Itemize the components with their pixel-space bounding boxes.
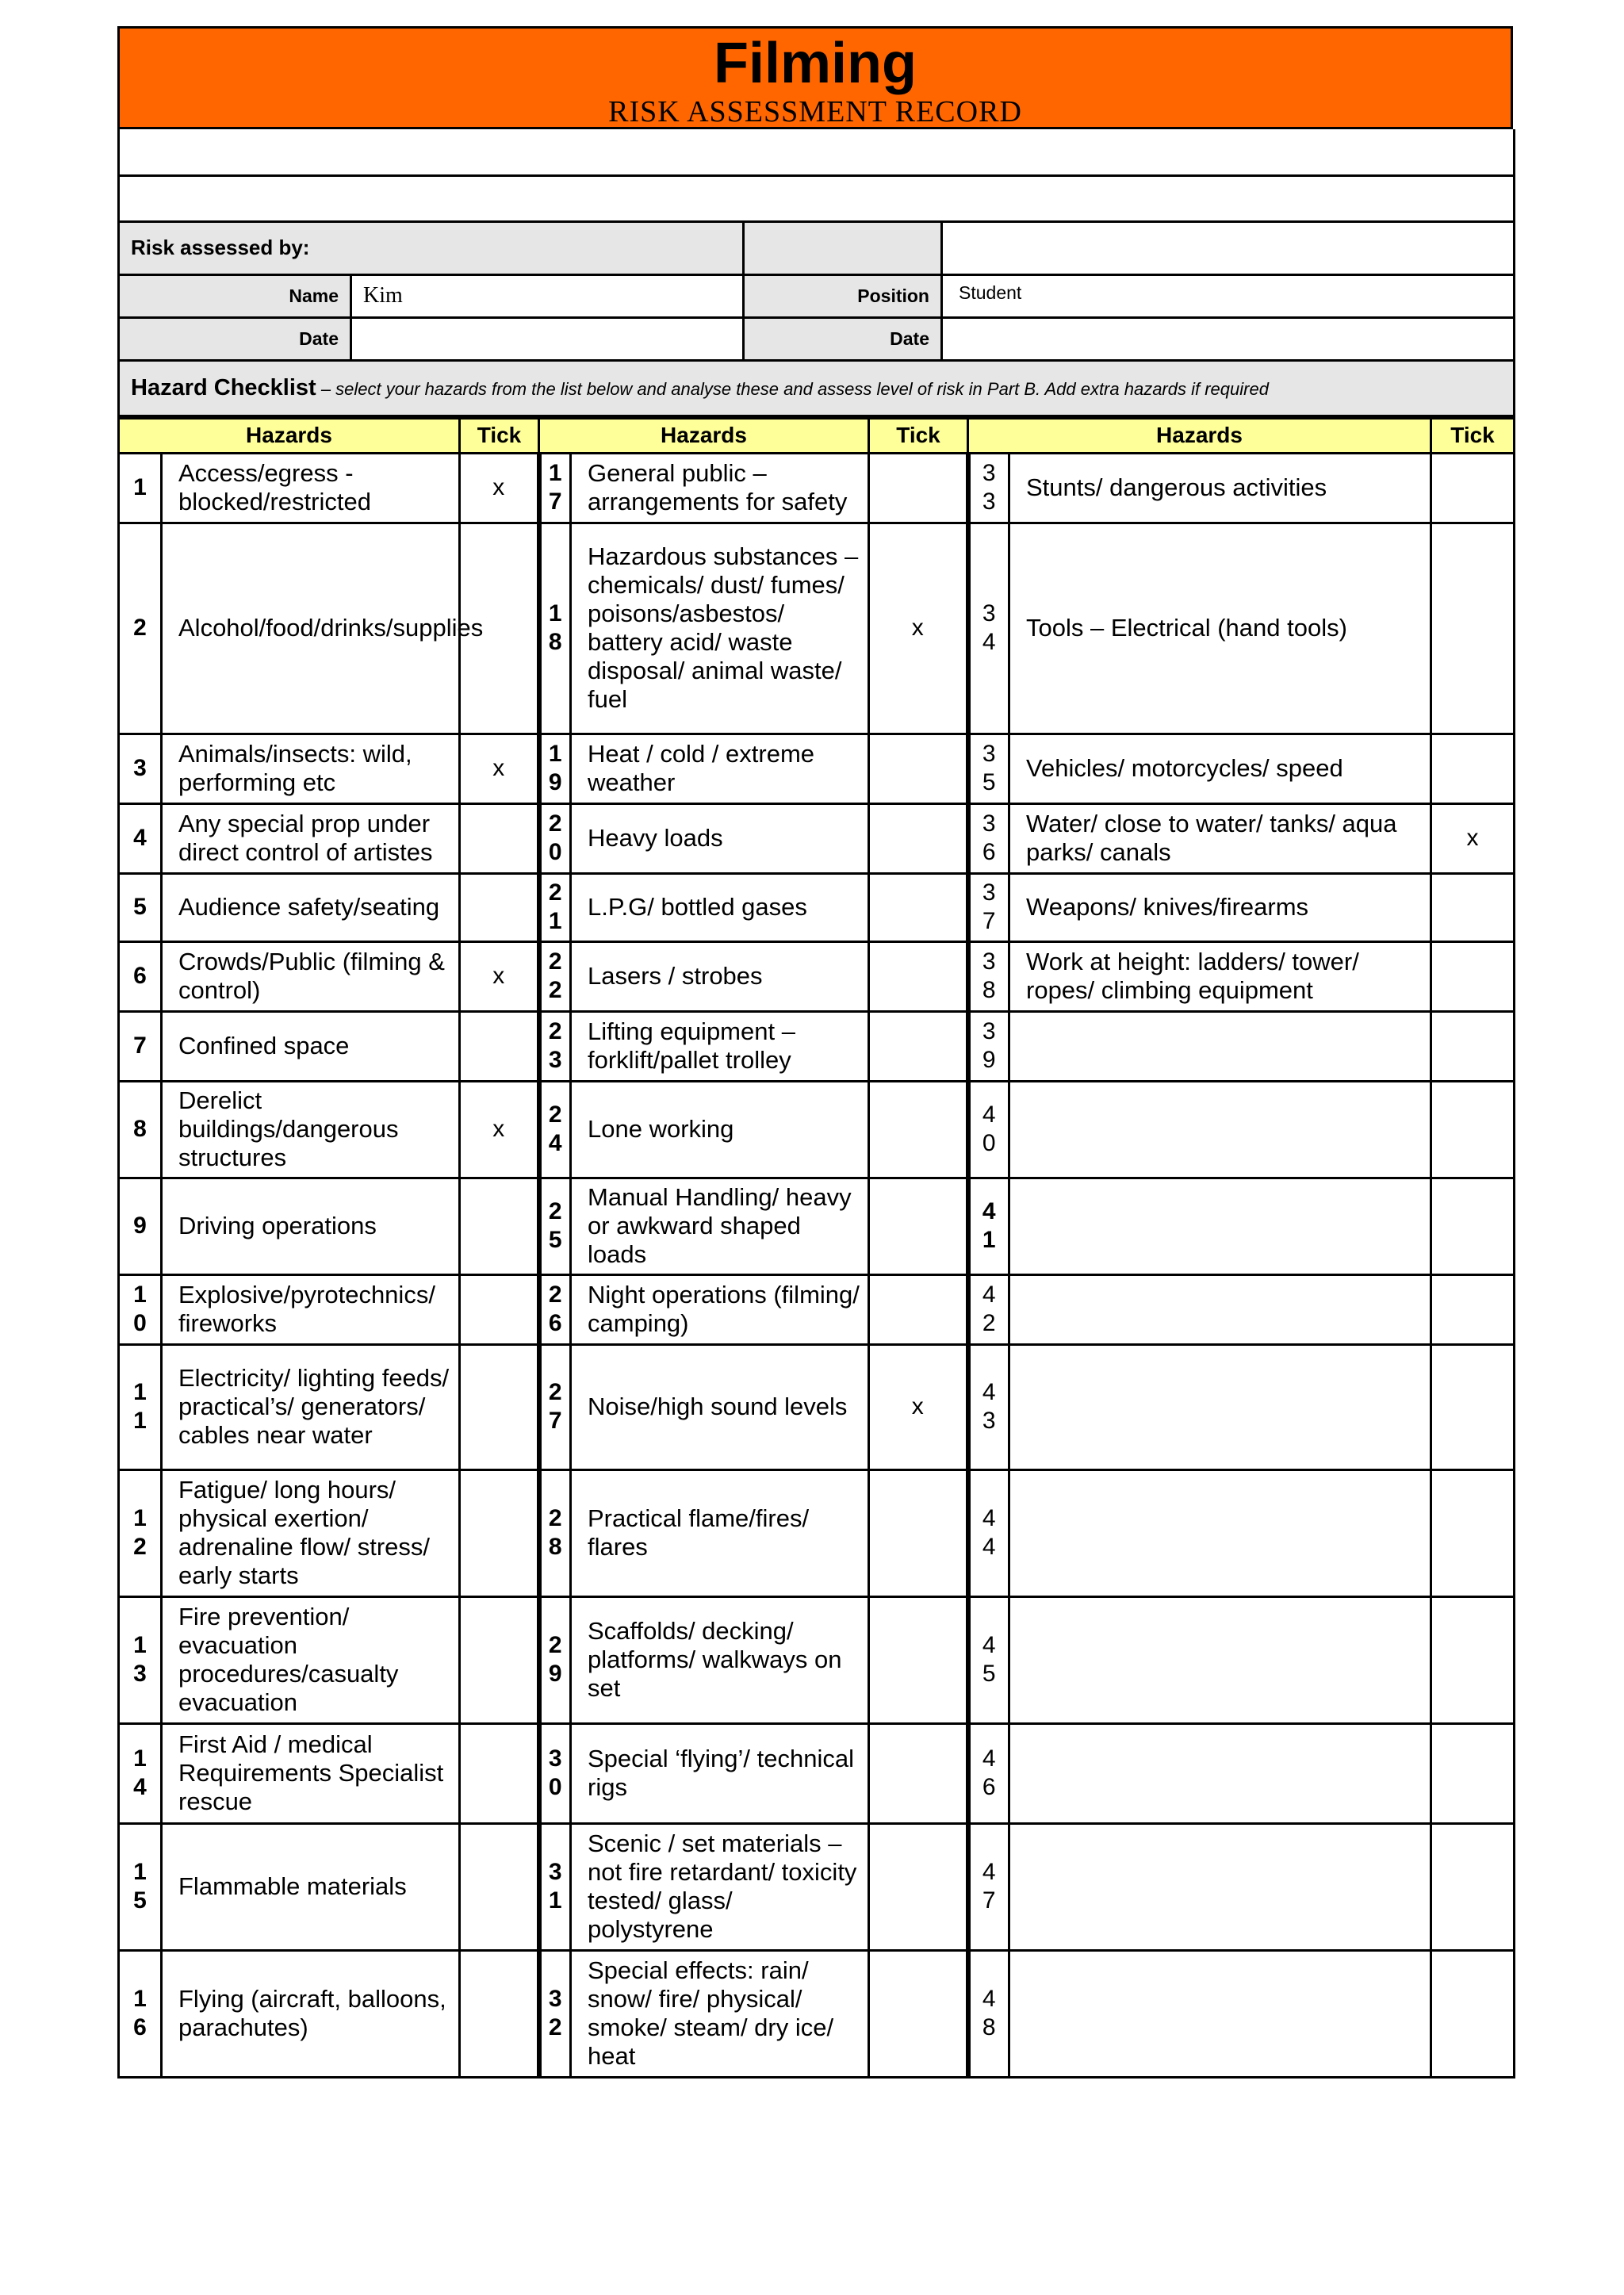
tick-box[interactable]	[1431, 1469, 1515, 1596]
hazard-row	[119, 1011, 1515, 1081]
hazard-number-text: 20	[548, 810, 562, 865]
hazard-number	[119, 1469, 162, 1596]
hazard-number	[968, 1344, 1009, 1469]
assessor-extra-field[interactable]	[942, 221, 1515, 274]
tick-box[interactable]	[460, 873, 539, 941]
hazard-number-text: 13	[133, 1632, 147, 1687]
hazard-number-text: 28	[548, 1505, 562, 1560]
tick-header-2: Tick	[869, 418, 968, 453]
hazard-number	[119, 941, 162, 1011]
hazard-number	[119, 1081, 162, 1178]
hazard-number-text: 40	[982, 1102, 996, 1156]
tick-box[interactable]	[869, 803, 968, 873]
hazard-row	[119, 523, 1515, 734]
hazard-row	[119, 1274, 1515, 1344]
hazard-number-text: 11	[133, 1379, 147, 1434]
hazard-number-text: 37	[982, 879, 996, 934]
hazard-number	[119, 1823, 162, 1950]
tick-box[interactable]	[460, 1596, 539, 1723]
hazard-number	[119, 734, 162, 803]
hazard-row	[119, 1596, 1515, 1723]
hazard-row	[119, 1178, 1515, 1274]
hazard-number	[968, 873, 1009, 941]
tick-box[interactable]	[869, 1081, 968, 1178]
tick-header-1: Tick	[460, 418, 539, 453]
hazard-number	[119, 1344, 162, 1469]
hazard-number	[968, 734, 1009, 803]
tick-box[interactable]	[1431, 873, 1515, 941]
hazard-number-text: 23	[548, 1018, 562, 1073]
hazard-number	[539, 803, 571, 873]
hazard-number	[119, 523, 162, 734]
hazard-label: Manual Handling/ heavy or awkward shaped loads	[571, 1178, 869, 1274]
hazard-label	[1009, 1823, 1431, 1950]
tick-box[interactable]	[869, 734, 968, 803]
tick-box[interactable]	[1431, 1723, 1515, 1823]
hazard-label	[1009, 1469, 1431, 1596]
hazard-row	[119, 1344, 1515, 1469]
hazard-number-text: 5	[133, 894, 147, 920]
hazard-number-text: 32	[548, 1986, 562, 2040]
hazard-row	[119, 1823, 1515, 1950]
hazard-label: Hazardous substances – chemicals/ dust/ fumes/ poisons/asbestos/ battery acid/ waste disposal/ animal waste/ fuel	[571, 523, 869, 734]
hazard-row	[119, 873, 1515, 941]
hazard-label: Work at height: ladders/ tower/ ropes/ climbing equipment	[1009, 941, 1431, 1011]
assessor-table	[117, 129, 1515, 417]
tick-box[interactable]	[1431, 1823, 1515, 1950]
hazard-number	[968, 941, 1009, 1011]
hazard-number-text: 33	[982, 460, 996, 515]
tick-box[interactable]	[1431, 1950, 1515, 2077]
hazard-row	[119, 1950, 1515, 2077]
hazard-number	[968, 453, 1009, 523]
hazard-number	[119, 1274, 162, 1344]
hazard-number-text: 24	[548, 1102, 562, 1156]
hazard-label: Any special prop under direct control of artistes	[162, 803, 460, 873]
hazard-number-text: 41	[982, 1198, 996, 1253]
hazard-number	[968, 1823, 1009, 1950]
hazard-label	[1009, 1274, 1431, 1344]
hazard-number-text: 22	[548, 948, 562, 1003]
hazard-row	[119, 803, 1515, 873]
hazard-label: Scaffolds/ decking/ platforms/ walkways on set	[571, 1596, 869, 1723]
hazard-number	[968, 1596, 1009, 1723]
hazard-label: General public – arrangements for safety	[571, 453, 869, 523]
hazard-number	[539, 1823, 571, 1950]
hazard-number	[968, 1950, 1009, 2077]
tick-box[interactable]	[869, 941, 968, 1011]
hazard-number	[968, 1274, 1009, 1344]
date-label-2: Date	[744, 317, 942, 360]
hazard-number-text: 3	[133, 755, 147, 781]
hazard-checklist-banner	[119, 360, 1515, 416]
hazard-number	[539, 523, 571, 734]
hazard-number	[119, 453, 162, 523]
hazard-number	[539, 1274, 571, 1344]
tick-box[interactable]	[1431, 523, 1515, 734]
hazard-label	[1009, 1723, 1431, 1823]
tick-box[interactable]	[869, 1950, 968, 2077]
hazard-label: Animals/insects: wild, performing etc	[162, 734, 460, 803]
hazard-number-text: 10	[133, 1282, 147, 1336]
hazard-number-text: 25	[548, 1198, 562, 1253]
hazard-label: Night operations (filming/ camping)	[571, 1274, 869, 1344]
hazard-label: Fatigue/ long hours/ physical exertion/ adrenaline flow/ stress/ early starts	[162, 1469, 460, 1596]
tick-box[interactable]: x	[869, 523, 968, 734]
form-title: Filming	[714, 32, 917, 95]
hazard-number-text: 4	[133, 825, 147, 851]
hazard-number	[539, 1344, 571, 1469]
hazard-number-text: 16	[133, 1986, 147, 2040]
hazard-label	[1009, 1596, 1431, 1723]
hazard-number	[968, 803, 1009, 873]
blank-row-2[interactable]	[119, 175, 1515, 221]
tick-box[interactable]	[460, 1823, 539, 1950]
tick-box[interactable]	[869, 1823, 968, 1950]
hazard-number-text: 44	[982, 1505, 996, 1560]
tick-box[interactable]	[1431, 453, 1515, 523]
hazard-number-text: 14	[133, 1745, 147, 1800]
hazard-label	[1009, 1344, 1431, 1469]
hazard-number-text: 19	[548, 741, 562, 795]
hazard-label: Confined space	[162, 1011, 460, 1081]
position-field[interactable]: Student	[942, 274, 1515, 317]
hazard-number	[539, 1081, 571, 1178]
hazard-number	[539, 453, 571, 523]
hazard-label: Flying (aircraft, balloons, parachutes)	[162, 1950, 460, 2077]
hazard-label: Special effects: rain/ snow/ fire/ physical/ smoke/ steam/ dry ice/ heat	[571, 1950, 869, 2077]
date-field[interactable]	[351, 317, 744, 360]
tick-box[interactable]	[1431, 941, 1515, 1011]
hazard-label: L.P.G/ bottled gases	[571, 873, 869, 941]
hazard-label	[1009, 1950, 1431, 2077]
hazard-number	[968, 1469, 1009, 1596]
hazard-label: Special ‘flying’/ technical rigs	[571, 1723, 869, 1823]
tick-box[interactable]	[869, 1723, 968, 1823]
tick-box[interactable]	[1431, 1274, 1515, 1344]
hazard-number-text: 29	[548, 1632, 562, 1687]
hazard-label: Lifting equipment – forklift/pallet trolley	[571, 1011, 869, 1081]
blank-row-1[interactable]	[119, 129, 1515, 175]
risk-assessment-sheet	[117, 26, 1513, 2079]
tick-box[interactable]: x	[869, 1344, 968, 1469]
tick-box[interactable]	[869, 1469, 968, 1596]
hazard-number	[119, 873, 162, 941]
hazard-number	[539, 734, 571, 803]
hazard-label: Lone working	[571, 1081, 869, 1178]
hazard-number	[539, 941, 571, 1011]
tick-box[interactable]	[869, 1274, 968, 1344]
tick-header-3: Tick	[1431, 418, 1515, 453]
hazard-label: Noise/high sound levels	[571, 1344, 869, 1469]
hazard-number-text: 43	[982, 1379, 996, 1434]
hazard-number	[539, 1178, 571, 1274]
hazard-number-text: 34	[982, 600, 996, 655]
hazards-header-1: Hazards	[119, 418, 460, 453]
hazard-number-text: 45	[982, 1632, 996, 1687]
hazard-number-text: 12	[133, 1505, 147, 1560]
hazard-number	[968, 1178, 1009, 1274]
hazard-number-text: 2	[133, 615, 147, 641]
hazard-number	[968, 1081, 1009, 1178]
hazard-number	[119, 1596, 162, 1723]
hazard-label: Lasers / strobes	[571, 941, 869, 1011]
tick-box[interactable]	[1431, 1178, 1515, 1274]
tick-box[interactable]	[460, 1011, 539, 1081]
tick-box[interactable]	[460, 1274, 539, 1344]
tick-box[interactable]	[460, 1344, 539, 1469]
hazards-header-2: Hazards	[539, 418, 869, 453]
hazard-checklist-instruction: – select your hazards from the list below and analyse these and assess level of risk in Part B. Add extra hazards if required	[316, 378, 1269, 399]
form-subtitle: RISK ASSESSMENT RECORD	[608, 95, 1022, 128]
hazard-number-text: 30	[548, 1745, 562, 1800]
tick-box[interactable]	[460, 803, 539, 873]
risk-assessed-by-label: Risk assessed by:	[119, 221, 744, 274]
tick-box[interactable]: x	[1431, 803, 1515, 873]
hazard-number	[539, 873, 571, 941]
hazard-number-text: 31	[548, 1859, 562, 1914]
hazard-number-text: 47	[982, 1859, 996, 1914]
name-label: Name	[119, 274, 351, 317]
hazard-label: Fire prevention/ evacuation procedures/casualty evacuation	[162, 1596, 460, 1723]
tick-box[interactable]	[1431, 1081, 1515, 1178]
tick-box[interactable]: x	[460, 941, 539, 1011]
hazard-number-text: 9	[133, 1213, 147, 1239]
hazard-number-text: 46	[982, 1745, 996, 1800]
hazard-number-text: 48	[982, 1986, 996, 2040]
hazard-label: Water/ close to water/ tanks/ aqua parks/ canals	[1009, 803, 1431, 873]
tick-box[interactable]: x	[460, 1081, 539, 1178]
hazard-label: Electricity/ lighting feeds/ practical’s/ generators/ cables near water	[162, 1344, 460, 1469]
tick-box[interactable]	[460, 1723, 539, 1823]
hazard-number	[539, 1950, 571, 2077]
tick-box[interactable]	[460, 1950, 539, 2077]
hazard-label: Vehicles/ motorcycles/ speed	[1009, 734, 1431, 803]
hazard-row	[119, 1469, 1515, 1596]
hazard-number	[119, 1950, 162, 2077]
hazard-row	[119, 1081, 1515, 1178]
hazard-number-text: 38	[982, 948, 996, 1003]
tick-box[interactable]	[869, 1178, 968, 1274]
tick-box[interactable]	[460, 1469, 539, 1596]
hazard-number-text: 1	[133, 474, 147, 500]
hazard-number-text: 18	[548, 600, 562, 655]
tick-box[interactable]	[1431, 1596, 1515, 1723]
hazard-checklist-title: Hazard Checklist	[131, 374, 316, 400]
hazard-label: Derelict buildings/dangerous structures	[162, 1081, 460, 1178]
hazard-number-text: 39	[982, 1018, 996, 1073]
hazard-label: Explosive/pyrotechnics/ fireworks	[162, 1274, 460, 1344]
hazard-label: Access/egress - blocked/restricted	[162, 453, 460, 523]
hazards-header-3: Hazards	[968, 418, 1431, 453]
hazard-row	[119, 453, 1515, 523]
date-field-2[interactable]	[942, 317, 1515, 360]
hazard-number-text: 8	[133, 1116, 147, 1142]
name-field[interactable]: Kim	[351, 274, 744, 317]
tick-box[interactable]	[869, 873, 968, 941]
hazard-number	[968, 1011, 1009, 1081]
hazard-label: First Aid / medical Requirements Specialist rescue	[162, 1723, 460, 1823]
hazard-label: Driving operations	[162, 1178, 460, 1274]
hazard-number-text: 6	[133, 963, 147, 989]
hazard-row	[119, 941, 1515, 1011]
hazard-number-text: 36	[982, 810, 996, 865]
date-label: Date	[119, 317, 351, 360]
hazard-label: Weapons/ knives/firearms	[1009, 873, 1431, 941]
hazard-number	[539, 1469, 571, 1596]
hazard-label: Stunts/ dangerous activities	[1009, 453, 1431, 523]
position-label: Position	[744, 274, 942, 317]
hazard-label: Heat / cold / extreme weather	[571, 734, 869, 803]
hazard-number	[119, 1178, 162, 1274]
tick-box[interactable]	[1431, 734, 1515, 803]
hazard-label	[1009, 1178, 1431, 1274]
hazard-number	[968, 1723, 1009, 1823]
hazard-number	[119, 803, 162, 873]
hazard-number-text: 7	[133, 1033, 147, 1059]
tick-box[interactable]: x	[460, 734, 539, 803]
hazard-label: Alcohol/food/drinks/supplies	[162, 523, 460, 734]
hazard-label: Tools – Electrical (hand tools)	[1009, 523, 1431, 734]
hazard-number	[119, 1011, 162, 1081]
hazard-label: Audience safety/seating	[162, 873, 460, 941]
hazard-number-text: 15	[133, 1859, 147, 1914]
hazard-number-text: 21	[548, 879, 562, 934]
tick-box[interactable]: x	[460, 453, 539, 523]
hazard-number	[539, 1596, 571, 1723]
hazard-number-text: 35	[982, 741, 996, 795]
hazard-row	[119, 734, 1515, 803]
hazard-number	[119, 1723, 162, 1823]
hazard-label: Flammable materials	[162, 1823, 460, 1950]
hazard-label	[1009, 1011, 1431, 1081]
form-header	[117, 26, 1513, 129]
hazard-label: Heavy loads	[571, 803, 869, 873]
hazard-number-text: 42	[982, 1282, 996, 1336]
hazard-label: Practical flame/fires/ flares	[571, 1469, 869, 1596]
hazard-number	[968, 523, 1009, 734]
hazard-label: Crowds/Public (filming & control)	[162, 941, 460, 1011]
hazard-number	[539, 1011, 571, 1081]
tick-box[interactable]	[869, 1596, 968, 1723]
hazard-label	[1009, 1081, 1431, 1178]
hazard-number-text: 17	[548, 460, 562, 515]
assessor-blank-cell	[744, 221, 942, 274]
hazard-number-text: 26	[548, 1282, 562, 1336]
tick-box[interactable]	[460, 1178, 539, 1274]
hazard-row	[119, 1723, 1515, 1823]
tick-box[interactable]	[869, 453, 968, 523]
hazard-number-text: 27	[548, 1379, 562, 1434]
tick-box[interactable]	[1431, 1011, 1515, 1081]
hazard-label: Scenic / set materials – not fire retardant/ toxicity tested/ glass/ polystyrene	[571, 1823, 869, 1950]
hazard-checklist-table	[117, 417, 1515, 2079]
tick-box[interactable]	[1431, 1344, 1515, 1469]
hazard-number	[539, 1723, 571, 1823]
tick-box[interactable]	[869, 1011, 968, 1081]
